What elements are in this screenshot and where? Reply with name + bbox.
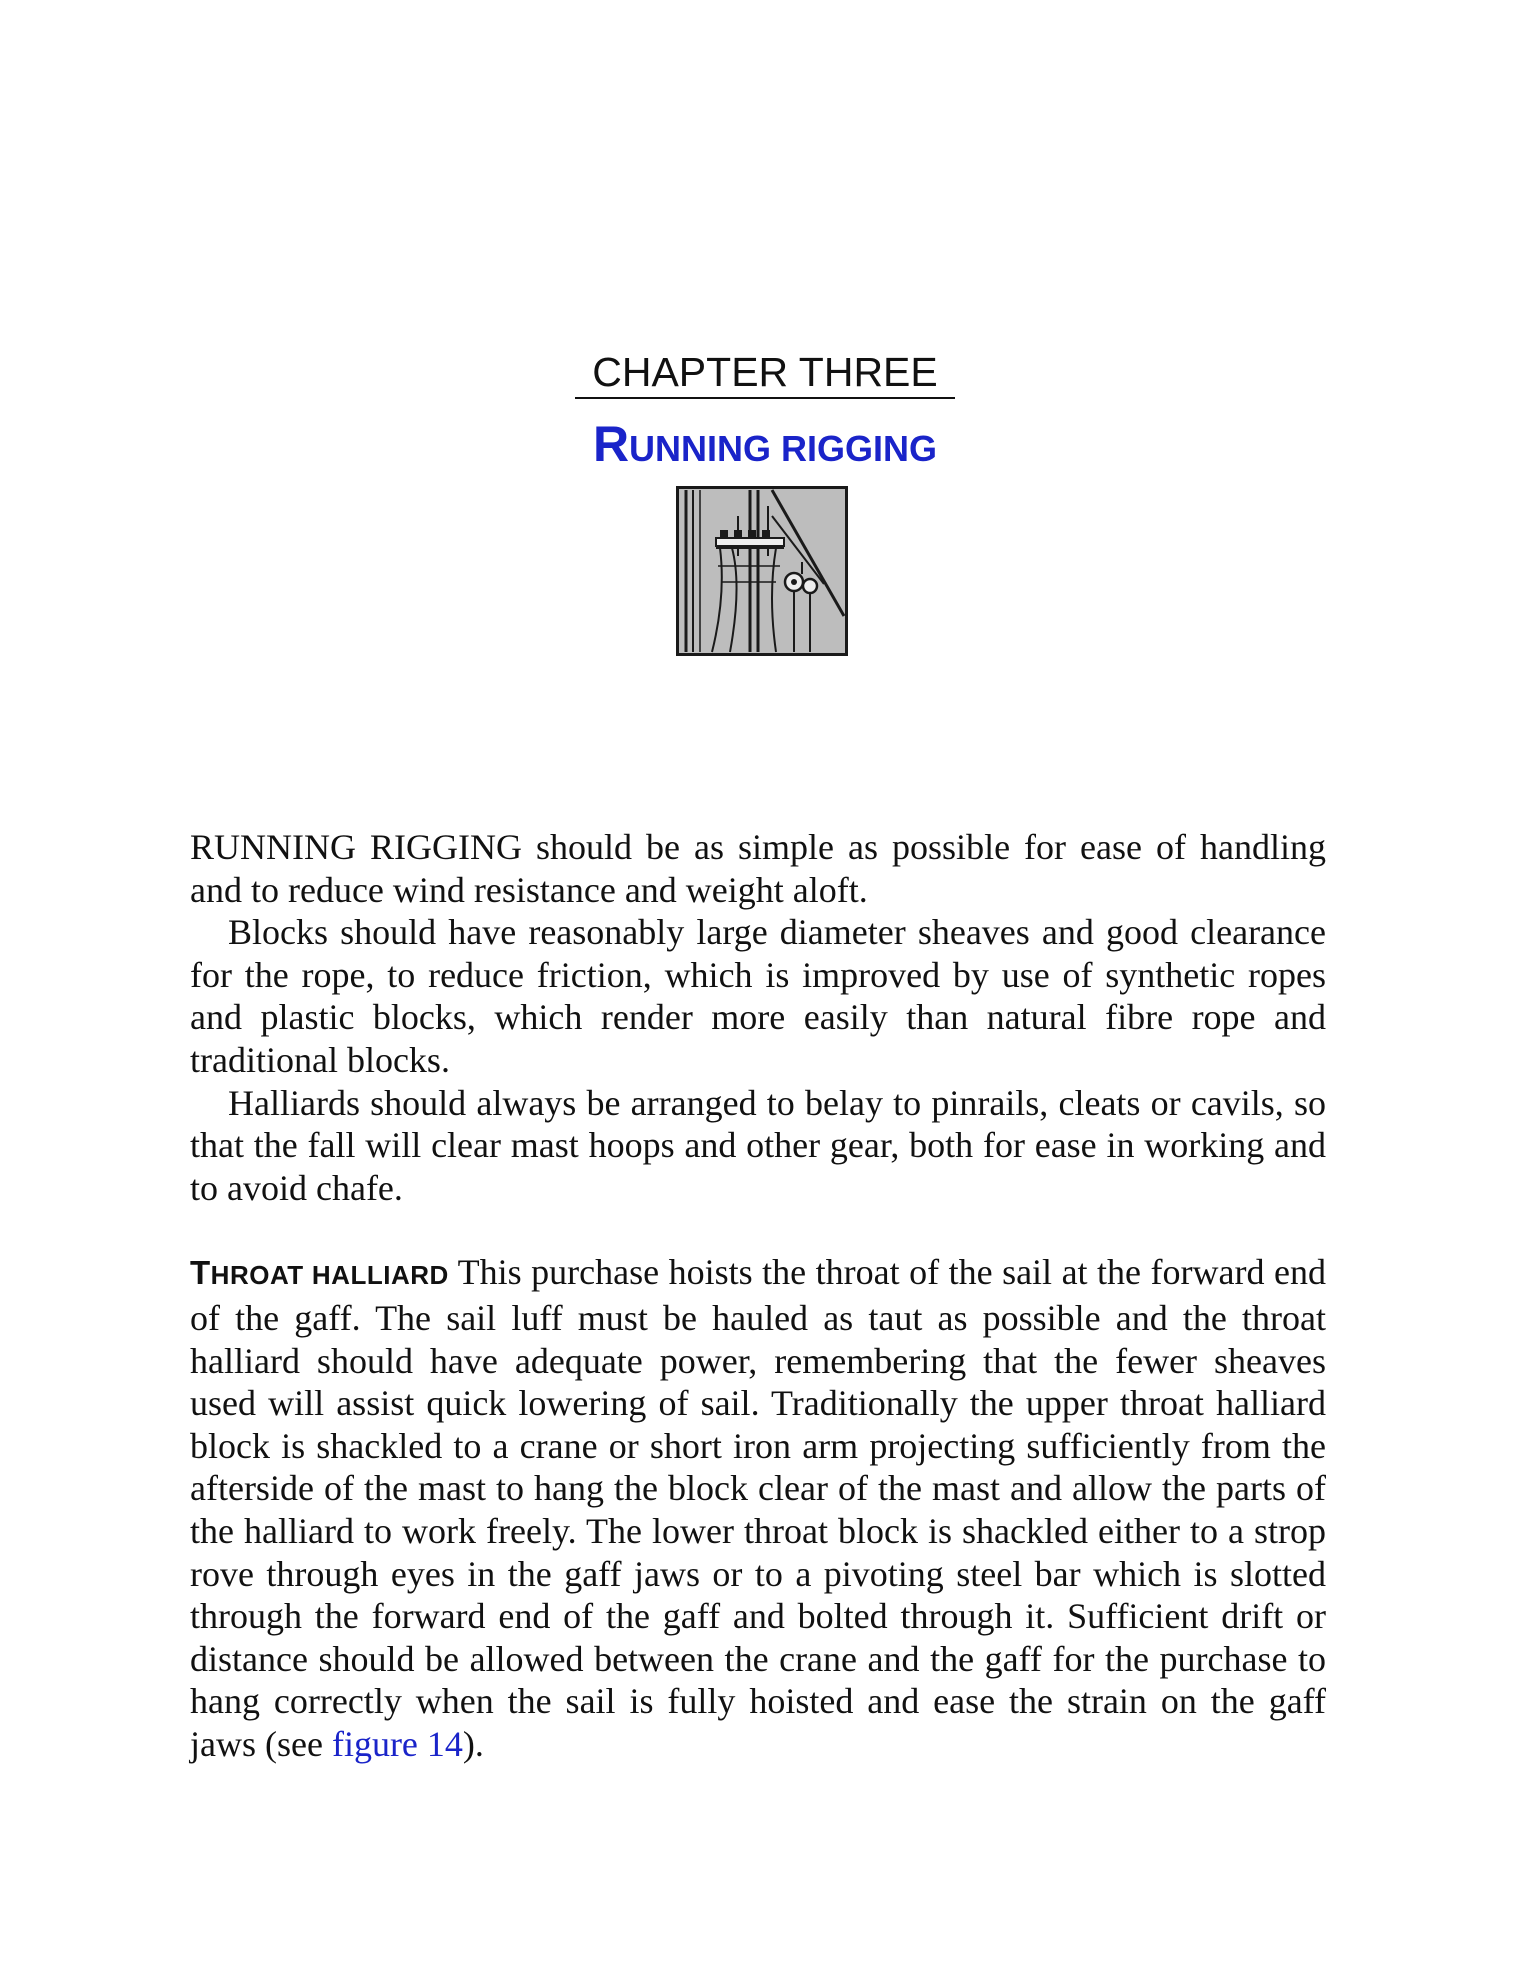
paragraph-3: Halliards should always be arranged to belay to pinrails, cleats or cavils, so that the fall will clear mast hoops and other gear, both for ease in working and to avoid chafe.	[190, 1082, 1326, 1208]
figure-link[interactable]: figure 14	[331, 1723, 463, 1764]
chapter-label	[0, 348, 1530, 396]
paragraph-2: Blocks should have reasonably large diameter sheaves and good clearance for the rope, to reduce friction, which is improved by use of synthetic ropes and plastic blocks, which render more easily than natural fibre rope and traditional blocks.	[190, 912, 1326, 1080]
chapter-title-rest: UNNING RIGGING	[629, 428, 938, 469]
section-heading-initial: T	[190, 1254, 211, 1292]
paragraph-1: RUNNING RIGGING should be as simple as possible for ease of handling and to reduce wind resistance and weight aloft.	[190, 827, 1326, 910]
chapter-title	[0, 418, 1530, 475]
section-text: This purchase hoists the throat of the sail at the forward end of the gaff. The sail luff must be hauled as taut as possible and the throat halliard should have adequate power, remembering that the fewer sheaves used will assist quick lowering of sail. Traditionally the upper throat halliard block is shackled to a crane or short iron arm projecting sufficiently from the afterside of the mast to hang the block clear of the mast and allow the parts of the halliard to work freely. The lower throat block is shackled either to a strop rove through eyes in the gaff jaws or to a pivoting steel bar which is slotted through the forward end of the gaff and bolted through it. Sufficient drift or distance should be allowed between the crane and the gaff for the purchase to hang correctly when the sail is fully hoisted and ease the strain on the gaff jaws (see	[190, 1252, 1326, 1764]
section-throat-halliard	[190, 1251, 1326, 1765]
rigging-illustration-icon	[676, 486, 848, 656]
section-heading	[190, 1254, 449, 1292]
section-tail: ).	[462, 1723, 484, 1764]
section-heading-rest: HROAT HALLIARD	[210, 1260, 449, 1291]
chapter-label-text: CHAPTER THREE	[575, 349, 955, 399]
chapter-title-initial: R	[592, 416, 630, 472]
body-text	[190, 826, 1326, 1765]
